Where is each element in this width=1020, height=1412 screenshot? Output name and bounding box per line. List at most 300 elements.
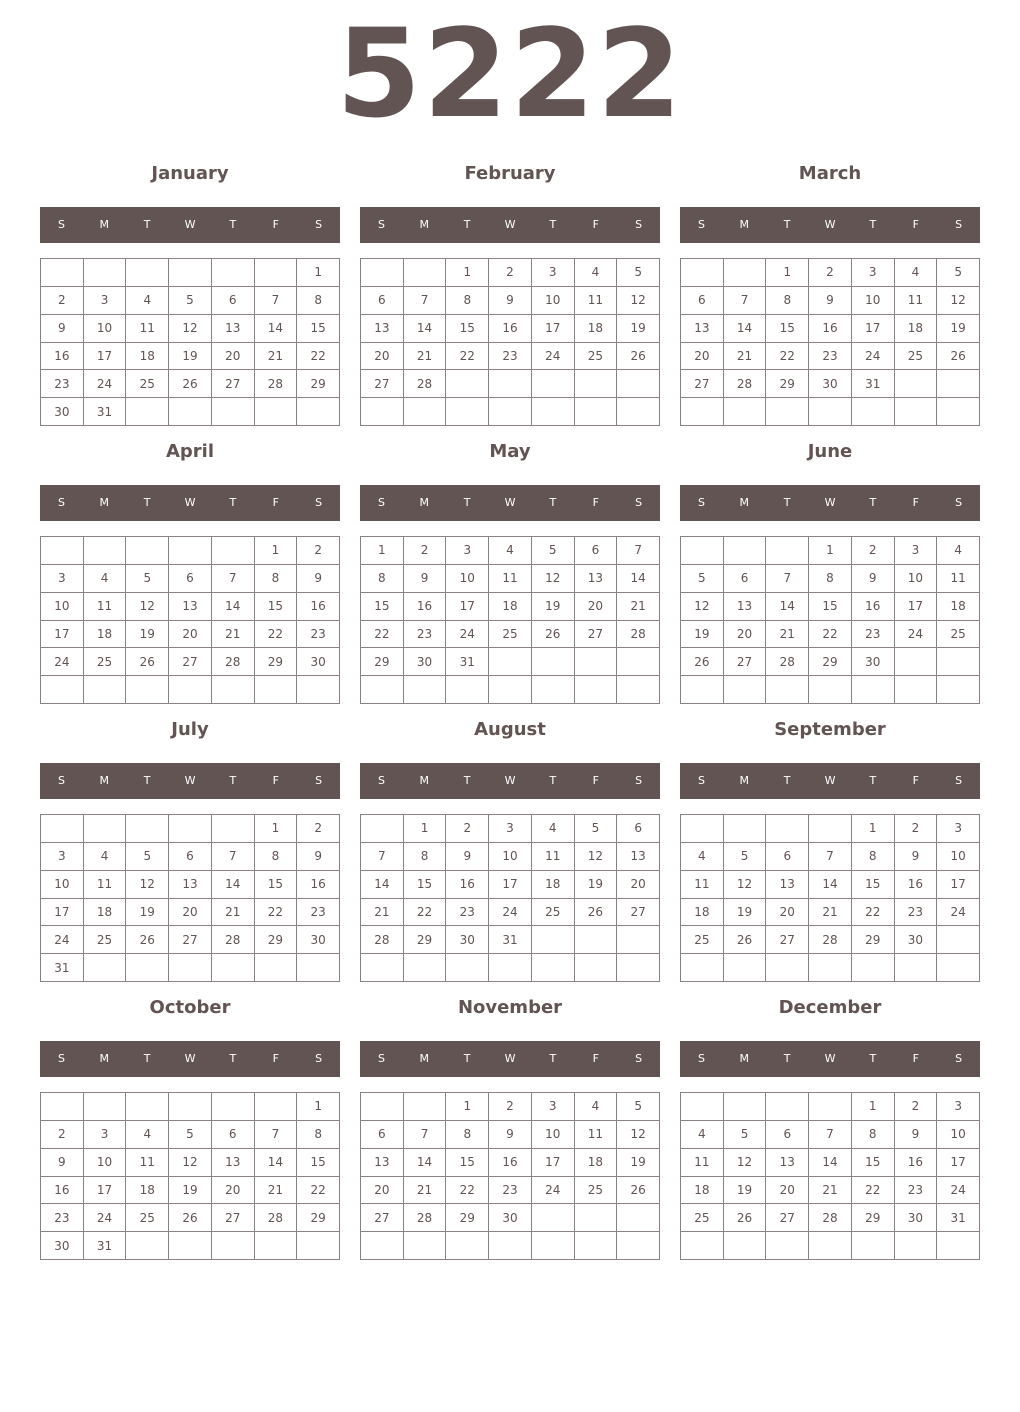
day-cell: 4 bbox=[937, 537, 980, 565]
day-cell: 14 bbox=[212, 871, 255, 899]
day-cell: 6 bbox=[575, 537, 618, 565]
empty-day-cell bbox=[126, 259, 169, 287]
day-cell: 28 bbox=[809, 926, 852, 954]
day-cell: 28 bbox=[809, 1204, 852, 1232]
day-cell: 24 bbox=[937, 899, 980, 927]
day-cell: 13 bbox=[681, 315, 724, 343]
day-cell: 25 bbox=[84, 926, 127, 954]
day-cell: 2 bbox=[404, 537, 447, 565]
day-cell: 22 bbox=[809, 621, 852, 649]
day-cell: 5 bbox=[617, 1093, 660, 1121]
day-grid bbox=[40, 536, 340, 704]
weekday-label: M bbox=[419, 1052, 430, 1065]
weekday-label: S bbox=[57, 496, 65, 509]
weekday-label: M bbox=[99, 1052, 110, 1065]
empty-day-cell bbox=[575, 926, 618, 954]
weekday-label: F bbox=[912, 774, 919, 787]
day-cell: 19 bbox=[937, 315, 980, 343]
empty-day-cell bbox=[681, 954, 724, 982]
weekday-label: F bbox=[272, 774, 279, 787]
weekday-label: S bbox=[315, 218, 323, 231]
day-cell: 17 bbox=[489, 871, 532, 899]
empty-day-cell bbox=[489, 1232, 532, 1260]
day-cell: 4 bbox=[126, 1121, 169, 1149]
empty-day-cell bbox=[809, 676, 852, 704]
empty-day-cell bbox=[766, 815, 809, 843]
weekday-label: W bbox=[824, 774, 836, 787]
weekday-label: S bbox=[57, 1052, 65, 1065]
day-cell: 21 bbox=[404, 343, 447, 371]
weekday-label: S bbox=[315, 496, 323, 509]
weekday-label: T bbox=[869, 496, 877, 509]
day-cell: 30 bbox=[404, 648, 447, 676]
day-cell: 18 bbox=[84, 621, 127, 649]
day-cell: 18 bbox=[681, 899, 724, 927]
day-cell: 22 bbox=[255, 621, 298, 649]
day-cell: 11 bbox=[895, 287, 938, 315]
day-cell: 29 bbox=[297, 370, 340, 398]
day-cell: 23 bbox=[895, 899, 938, 927]
day-cell: 12 bbox=[724, 871, 767, 899]
day-cell: 20 bbox=[724, 621, 767, 649]
day-cell: 24 bbox=[489, 899, 532, 927]
weekday-label: S bbox=[377, 1052, 385, 1065]
empty-day-cell bbox=[766, 1232, 809, 1260]
weekday-label: M bbox=[419, 496, 430, 509]
weekday-label: S bbox=[57, 218, 65, 231]
day-cell: 30 bbox=[297, 926, 340, 954]
day-cell: 27 bbox=[169, 648, 212, 676]
day-cell: 13 bbox=[766, 1149, 809, 1177]
day-cell: 11 bbox=[575, 287, 618, 315]
empty-day-cell bbox=[724, 815, 767, 843]
weekday-label: T bbox=[143, 496, 151, 509]
day-grid bbox=[680, 814, 980, 982]
day-cell: 24 bbox=[41, 648, 84, 676]
day-cell: 9 bbox=[297, 565, 340, 593]
day-cell: 22 bbox=[766, 343, 809, 371]
day-cell: 15 bbox=[809, 593, 852, 621]
empty-day-cell bbox=[532, 1232, 575, 1260]
day-cell: 27 bbox=[766, 926, 809, 954]
weekday-label: T bbox=[869, 1052, 877, 1065]
empty-day-cell bbox=[852, 954, 895, 982]
empty-day-cell bbox=[446, 676, 489, 704]
empty-day-cell bbox=[489, 398, 532, 426]
day-grid bbox=[40, 814, 340, 982]
day-cell: 5 bbox=[169, 287, 212, 315]
day-cell: 5 bbox=[937, 259, 980, 287]
day-cell: 29 bbox=[255, 926, 298, 954]
empty-day-cell bbox=[41, 537, 84, 565]
day-cell: 22 bbox=[446, 1177, 489, 1205]
weekday-label: T bbox=[463, 218, 471, 231]
day-cell: 2 bbox=[489, 259, 532, 287]
empty-day-cell bbox=[617, 370, 660, 398]
empty-day-cell bbox=[809, 1232, 852, 1260]
day-cell: 22 bbox=[446, 343, 489, 371]
day-cell: 10 bbox=[852, 287, 895, 315]
day-cell: 11 bbox=[681, 1149, 724, 1177]
day-cell: 23 bbox=[852, 621, 895, 649]
empty-day-cell bbox=[681, 1093, 724, 1121]
day-cell: 25 bbox=[937, 621, 980, 649]
day-cell: 6 bbox=[212, 287, 255, 315]
day-cell: 14 bbox=[809, 1149, 852, 1177]
calendar-year-title: 5222 bbox=[336, 3, 684, 145]
day-cell: 29 bbox=[852, 1204, 895, 1232]
day-cell: 17 bbox=[41, 899, 84, 927]
weekday-label: S bbox=[377, 218, 385, 231]
day-cell: 3 bbox=[532, 259, 575, 287]
weekday-label: M bbox=[739, 218, 750, 231]
weekday-label: S bbox=[635, 218, 643, 231]
day-grid bbox=[680, 1092, 980, 1260]
day-cell: 1 bbox=[852, 1093, 895, 1121]
day-cell: 13 bbox=[212, 315, 255, 343]
day-cell: 24 bbox=[446, 621, 489, 649]
day-cell: 22 bbox=[255, 899, 298, 927]
weekday-label: T bbox=[783, 496, 791, 509]
day-cell: 15 bbox=[404, 871, 447, 899]
day-cell: 2 bbox=[446, 815, 489, 843]
day-cell: 18 bbox=[575, 1149, 618, 1177]
day-cell: 3 bbox=[937, 1093, 980, 1121]
weekday-header bbox=[40, 485, 340, 521]
day-cell: 5 bbox=[617, 259, 660, 287]
weekday-label: M bbox=[99, 218, 110, 231]
day-cell: 5 bbox=[575, 815, 618, 843]
day-cell: 17 bbox=[41, 621, 84, 649]
day-cell: 29 bbox=[255, 648, 298, 676]
empty-day-cell bbox=[255, 954, 298, 982]
day-cell: 9 bbox=[41, 315, 84, 343]
empty-day-cell bbox=[446, 954, 489, 982]
day-cell: 8 bbox=[809, 565, 852, 593]
day-cell: 9 bbox=[446, 843, 489, 871]
day-cell: 23 bbox=[41, 370, 84, 398]
day-cell: 28 bbox=[361, 926, 404, 954]
day-grid bbox=[680, 536, 980, 704]
empty-day-cell bbox=[766, 1093, 809, 1121]
day-cell: 27 bbox=[212, 1204, 255, 1232]
day-cell: 11 bbox=[84, 593, 127, 621]
day-cell: 24 bbox=[41, 926, 84, 954]
day-cell: 8 bbox=[766, 287, 809, 315]
empty-day-cell bbox=[126, 398, 169, 426]
weekday-label: W bbox=[824, 496, 836, 509]
day-cell: 21 bbox=[404, 1177, 447, 1205]
empty-day-cell bbox=[446, 398, 489, 426]
day-cell: 25 bbox=[575, 343, 618, 371]
empty-day-cell bbox=[41, 676, 84, 704]
day-cell: 11 bbox=[575, 1121, 618, 1149]
day-cell: 1 bbox=[297, 1093, 340, 1121]
weekday-label: S bbox=[635, 496, 643, 509]
day-cell: 3 bbox=[84, 287, 127, 315]
empty-day-cell bbox=[617, 954, 660, 982]
day-grid bbox=[40, 1092, 340, 1260]
weekday-label: M bbox=[739, 1052, 750, 1065]
weekday-label: F bbox=[592, 496, 599, 509]
empty-day-cell bbox=[212, 398, 255, 426]
empty-day-cell bbox=[361, 954, 404, 982]
day-cell: 25 bbox=[575, 1177, 618, 1205]
empty-day-cell bbox=[126, 1093, 169, 1121]
day-cell: 31 bbox=[446, 648, 489, 676]
day-grid bbox=[40, 258, 340, 426]
day-cell: 20 bbox=[212, 1177, 255, 1205]
day-cell: 16 bbox=[41, 343, 84, 371]
day-cell: 30 bbox=[489, 1204, 532, 1232]
day-cell: 7 bbox=[724, 287, 767, 315]
weekday-label: S bbox=[315, 774, 323, 787]
month-name: March bbox=[798, 163, 862, 184]
weekday-label: F bbox=[912, 218, 919, 231]
day-cell: 26 bbox=[724, 926, 767, 954]
empty-day-cell bbox=[126, 954, 169, 982]
day-cell: 9 bbox=[852, 565, 895, 593]
empty-day-cell bbox=[446, 370, 489, 398]
day-cell: 3 bbox=[446, 537, 489, 565]
weekday-label: T bbox=[229, 774, 237, 787]
day-cell: 4 bbox=[681, 843, 724, 871]
empty-day-cell bbox=[809, 815, 852, 843]
month-name: October bbox=[149, 997, 231, 1018]
day-cell: 1 bbox=[446, 259, 489, 287]
day-cell: 25 bbox=[84, 648, 127, 676]
day-cell: 3 bbox=[532, 1093, 575, 1121]
day-cell: 30 bbox=[852, 648, 895, 676]
day-cell: 4 bbox=[575, 259, 618, 287]
empty-day-cell bbox=[361, 676, 404, 704]
weekday-header bbox=[360, 763, 660, 799]
weekday-label: F bbox=[592, 774, 599, 787]
day-cell: 5 bbox=[724, 1121, 767, 1149]
empty-day-cell bbox=[681, 259, 724, 287]
day-cell: 7 bbox=[212, 843, 255, 871]
weekday-label: S bbox=[955, 1052, 963, 1065]
empty-day-cell bbox=[617, 398, 660, 426]
empty-day-cell bbox=[532, 676, 575, 704]
day-cell: 15 bbox=[255, 871, 298, 899]
day-cell: 27 bbox=[212, 370, 255, 398]
day-cell: 30 bbox=[297, 648, 340, 676]
empty-day-cell bbox=[617, 1204, 660, 1232]
weekday-label: S bbox=[635, 1052, 643, 1065]
day-cell: 8 bbox=[446, 1121, 489, 1149]
day-cell: 8 bbox=[297, 287, 340, 315]
weekday-label: M bbox=[419, 774, 430, 787]
empty-day-cell bbox=[724, 259, 767, 287]
weekday-label: W bbox=[504, 1052, 516, 1065]
day-cell: 9 bbox=[895, 843, 938, 871]
weekday-label: T bbox=[783, 1052, 791, 1065]
day-cell: 21 bbox=[809, 1177, 852, 1205]
day-cell: 26 bbox=[169, 1204, 212, 1232]
day-cell: 26 bbox=[937, 343, 980, 371]
day-cell: 10 bbox=[84, 315, 127, 343]
day-cell: 14 bbox=[766, 593, 809, 621]
day-cell: 11 bbox=[489, 565, 532, 593]
empty-day-cell bbox=[41, 1093, 84, 1121]
empty-day-cell bbox=[681, 537, 724, 565]
day-cell: 22 bbox=[852, 899, 895, 927]
weekday-label: S bbox=[955, 774, 963, 787]
weekday-header bbox=[680, 1041, 980, 1077]
weekday-header bbox=[40, 763, 340, 799]
day-cell: 23 bbox=[404, 621, 447, 649]
empty-day-cell bbox=[575, 1232, 618, 1260]
day-cell: 15 bbox=[766, 315, 809, 343]
empty-day-cell bbox=[575, 398, 618, 426]
day-cell: 28 bbox=[255, 370, 298, 398]
day-cell: 10 bbox=[489, 843, 532, 871]
empty-day-cell bbox=[937, 398, 980, 426]
day-cell: 6 bbox=[212, 1121, 255, 1149]
day-cell: 8 bbox=[852, 1121, 895, 1149]
day-cell: 6 bbox=[617, 815, 660, 843]
empty-day-cell bbox=[852, 398, 895, 426]
weekday-header bbox=[360, 485, 660, 521]
day-cell: 3 bbox=[41, 843, 84, 871]
weekday-header bbox=[680, 763, 980, 799]
day-cell: 5 bbox=[126, 565, 169, 593]
weekday-label: S bbox=[57, 774, 65, 787]
day-cell: 27 bbox=[681, 370, 724, 398]
empty-day-cell bbox=[84, 259, 127, 287]
day-cell: 21 bbox=[212, 899, 255, 927]
day-cell: 1 bbox=[446, 1093, 489, 1121]
day-cell: 17 bbox=[895, 593, 938, 621]
day-cell: 9 bbox=[297, 843, 340, 871]
day-cell: 16 bbox=[895, 871, 938, 899]
day-cell: 11 bbox=[126, 315, 169, 343]
weekday-label: W bbox=[504, 496, 516, 509]
empty-day-cell bbox=[575, 954, 618, 982]
empty-day-cell bbox=[212, 1232, 255, 1260]
day-cell: 24 bbox=[532, 1177, 575, 1205]
day-cell: 7 bbox=[361, 843, 404, 871]
day-cell: 27 bbox=[169, 926, 212, 954]
empty-day-cell bbox=[169, 954, 212, 982]
day-cell: 19 bbox=[724, 899, 767, 927]
weekday-header bbox=[360, 207, 660, 243]
day-cell: 4 bbox=[575, 1093, 618, 1121]
weekday-label: W bbox=[504, 218, 516, 231]
empty-day-cell bbox=[84, 537, 127, 565]
day-cell: 19 bbox=[724, 1177, 767, 1205]
day-cell: 11 bbox=[937, 565, 980, 593]
day-cell: 18 bbox=[681, 1177, 724, 1205]
day-cell: 1 bbox=[361, 537, 404, 565]
day-cell: 25 bbox=[126, 1204, 169, 1232]
day-cell: 4 bbox=[895, 259, 938, 287]
weekday-header bbox=[360, 1041, 660, 1077]
day-cell: 24 bbox=[895, 621, 938, 649]
empty-day-cell bbox=[895, 370, 938, 398]
day-cell: 24 bbox=[852, 343, 895, 371]
weekday-label: S bbox=[635, 774, 643, 787]
empty-day-cell bbox=[724, 537, 767, 565]
day-cell: 14 bbox=[212, 593, 255, 621]
empty-day-cell bbox=[255, 259, 298, 287]
empty-day-cell bbox=[361, 398, 404, 426]
weekday-label: M bbox=[739, 496, 750, 509]
weekday-label: T bbox=[549, 774, 557, 787]
day-cell: 19 bbox=[532, 593, 575, 621]
day-cell: 8 bbox=[446, 287, 489, 315]
weekday-label: F bbox=[272, 1052, 279, 1065]
day-cell: 13 bbox=[575, 565, 618, 593]
day-cell: 22 bbox=[361, 621, 404, 649]
day-cell: 14 bbox=[724, 315, 767, 343]
day-cell: 3 bbox=[852, 259, 895, 287]
day-cell: 29 bbox=[766, 370, 809, 398]
day-cell: 8 bbox=[255, 843, 298, 871]
day-cell: 20 bbox=[361, 343, 404, 371]
day-cell: 31 bbox=[489, 926, 532, 954]
day-cell: 10 bbox=[937, 843, 980, 871]
day-cell: 10 bbox=[937, 1121, 980, 1149]
day-cell: 27 bbox=[724, 648, 767, 676]
empty-day-cell bbox=[126, 676, 169, 704]
weekday-header bbox=[680, 485, 980, 521]
day-cell: 17 bbox=[84, 343, 127, 371]
day-cell: 26 bbox=[617, 1177, 660, 1205]
weekday-label: T bbox=[869, 218, 877, 231]
day-cell: 27 bbox=[575, 621, 618, 649]
day-cell: 18 bbox=[84, 899, 127, 927]
empty-day-cell bbox=[532, 648, 575, 676]
empty-day-cell bbox=[895, 398, 938, 426]
day-cell: 17 bbox=[937, 871, 980, 899]
day-cell: 16 bbox=[297, 871, 340, 899]
empty-day-cell bbox=[404, 676, 447, 704]
day-cell: 4 bbox=[84, 843, 127, 871]
day-cell: 7 bbox=[255, 287, 298, 315]
empty-day-cell bbox=[361, 815, 404, 843]
day-cell: 15 bbox=[297, 315, 340, 343]
empty-day-cell bbox=[617, 926, 660, 954]
day-cell: 21 bbox=[212, 621, 255, 649]
weekday-label: T bbox=[229, 1052, 237, 1065]
day-cell: 21 bbox=[255, 343, 298, 371]
day-cell: 28 bbox=[404, 370, 447, 398]
weekday-header bbox=[40, 207, 340, 243]
day-cell: 23 bbox=[895, 1177, 938, 1205]
day-cell: 28 bbox=[212, 926, 255, 954]
day-cell: 15 bbox=[361, 593, 404, 621]
day-cell: 15 bbox=[852, 1149, 895, 1177]
weekday-label: T bbox=[549, 218, 557, 231]
month-name: December bbox=[778, 997, 882, 1018]
day-cell: 9 bbox=[489, 287, 532, 315]
empty-day-cell bbox=[681, 815, 724, 843]
day-cell: 20 bbox=[169, 621, 212, 649]
day-cell: 25 bbox=[532, 899, 575, 927]
day-cell: 17 bbox=[532, 1149, 575, 1177]
day-cell: 30 bbox=[895, 926, 938, 954]
day-cell: 24 bbox=[937, 1177, 980, 1205]
empty-day-cell bbox=[937, 954, 980, 982]
day-cell: 20 bbox=[169, 899, 212, 927]
day-cell: 20 bbox=[212, 343, 255, 371]
empty-day-cell bbox=[895, 648, 938, 676]
day-cell: 13 bbox=[169, 593, 212, 621]
day-cell: 16 bbox=[895, 1149, 938, 1177]
day-cell: 14 bbox=[255, 315, 298, 343]
